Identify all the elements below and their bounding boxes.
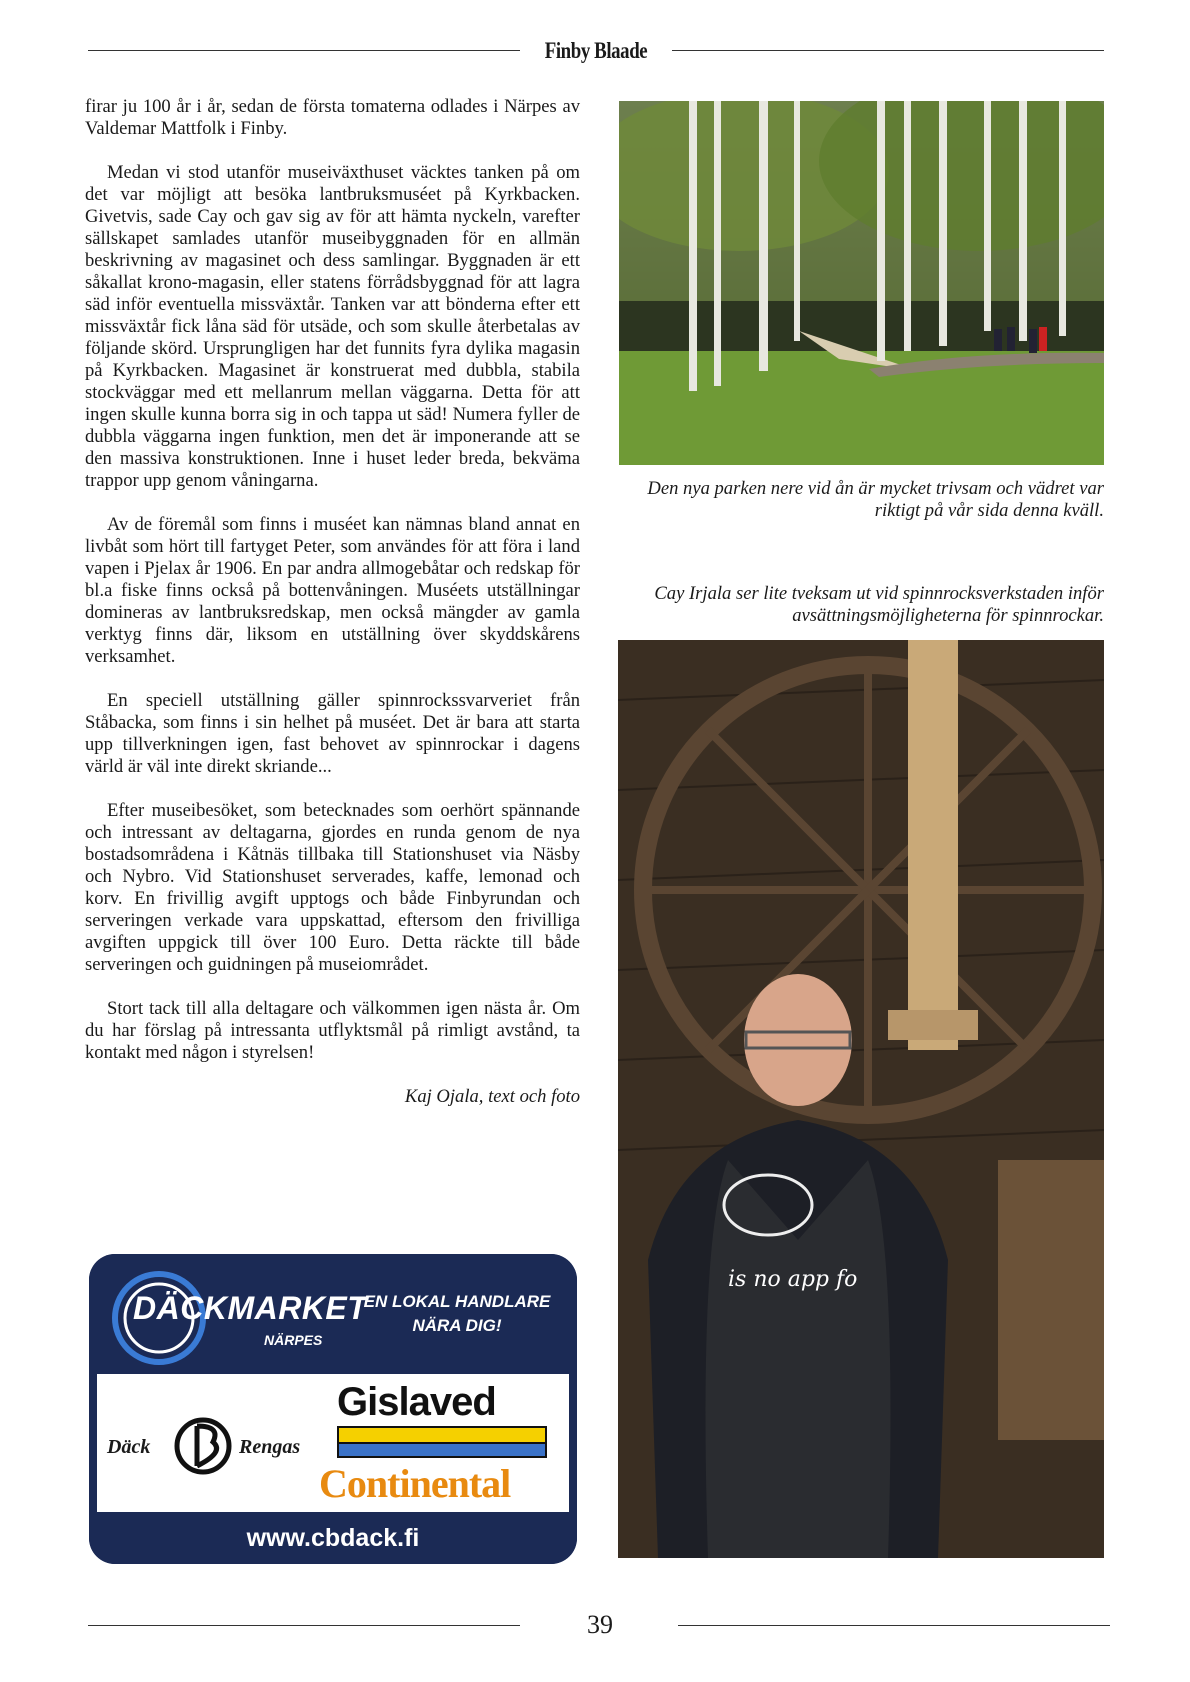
shirt-print: is no app fo <box>728 1267 858 1292</box>
dackmarket-ad[interactable] <box>89 1254 577 1564</box>
gislaved-stripe-blue <box>337 1444 547 1458</box>
paragraph-4: En speciell utställning gäller spinnrockssvarveriet från Ståbacka, som finns i sin helhet på muséet. Det är bara att starta upp tillverkningen igen, fast behovet av spinnrockar i dagens värld är väl inte direkt skriande... <box>85 690 580 777</box>
paragraph-5: Efter museibesöket, som betecknades som oerhört spännande och intressant av deltagarna, gjordes en runda genom de nya bostadsområdena i Kåtnäs tillbaka till Stationshuset via Näsby och Nybro. Vid Stationshuset serverades, kaffe, lemonad och korv. En frivillig avgift upptogs och både Finbyrundan och serveringen verkade vara uppskattad, eftersom den frivilliga avgiften uppgick till över 100 Euro. Detta räckte till både serveringen och guidningen på museiområdet. <box>85 800 580 975</box>
ad-slogan <box>357 1290 557 1338</box>
masthead-title: Finby Blaade <box>544 38 648 63</box>
park-photo-caption: Den nya parken nere vid ån är mycket trivsam och vädret var riktigt på vår sida denna kväll. <box>647 478 1104 521</box>
article-body <box>85 96 580 1130</box>
paragraph-3: Av de föremål som finns i muséet kan nämnas bland annat en livbåt som hört till fartyget Peter, som användes för att föra i land vapen i Pjelax år 1906. En par andra allmogebåtar och redskap för bl.a fiske finns också på bottenvåningen. Muséets utställningar domineras av lantbruksredskap, men också mängder av gamla verktyg finns där, liksom en utställning över skyddskårens verksamhet. <box>85 514 580 667</box>
ad-url[interactable]: www.cbdack.fi <box>89 1512 577 1564</box>
gislaved-stripe-yellow <box>337 1426 547 1444</box>
continental-logo: Continental <box>319 1461 511 1506</box>
footer-rule-right <box>678 1625 1110 1626</box>
cb-logo-left-text: Däck <box>107 1436 151 1458</box>
park-photo <box>619 101 1104 465</box>
header-rule-right <box>672 50 1104 51</box>
paragraph-2: Medan vi stod utanför museiväxthuset väcktes tanken på om det var möjligt att besöka lantbruksmuséet på Kyrkbacken. Givetvis, sade Cay och gav sig av för att hämta nyckeln, varefter sällskapet samlades utanför museibyggnaden för en allmän beskrivning av magasinet och dess samlingar. Byggnaden är ett såkallat krono-magasin, eller statens förrådsbyggnad för att lagra säd inför eventuella missväxtår. Tanken var att bönderna efter ett missväxtår fick låna säd för utsäde, och som skulle återbetalas av följande skörd. Ursprungligen har det funnits fyra dylika magasin på Kyrkbacken. Magasinet är konstruerat med dubbla, stabila stockväggar med ett mellanrum mellan väggarna. Detta för att ingen skulle kunna borra sig in och tappa ut säd! Numera fyller de dubbla väggarna ingen funktion, men det är imponerande att se den massiva konstruktionen. Inne i huset leder breda, bekväma trappor upp genom våningarna. <box>85 162 580 491</box>
ad-slogan-line-2: NÄRA DIG! <box>412 1316 502 1335</box>
paragraph-6: Stort tack till alla deltagare och välkommen igen nästa år. Om du har förslag på intressanta utflyktsmål på rimligt avstånd, ta kontakt med någon i styrelsen! <box>85 998 580 1063</box>
wheel-photo-caption: Cay Irjala ser lite tveksam ut vid spinnrocksverkstaden inför avsättningsmöjligheterna för spinnrockar. <box>654 583 1104 626</box>
byline: Kaj Ojala, text och foto <box>404 1086 580 1107</box>
ad-city: NÄRPES <box>264 1332 323 1348</box>
park-photo-illustration <box>619 101 1104 465</box>
footer-rule-left <box>88 1625 520 1626</box>
cb-monogram-icon <box>169 1412 239 1482</box>
header-rule-left <box>88 50 520 51</box>
ad-slogan-line-1: EN LOKAL HANDLARE <box>363 1292 551 1311</box>
wheel-photo <box>618 640 1104 1558</box>
paragraph-1: firar ju 100 år i år, sedan de första tomaterna odlades i Närpes av Valdemar Mattfolk i Finby. <box>85 96 580 139</box>
gislaved-logo <box>337 1382 547 1458</box>
cb-logo <box>107 1412 307 1472</box>
page-number: 39 <box>587 1610 613 1639</box>
ad-logos <box>97 1374 569 1512</box>
wheel-photo-illustration <box>618 640 1104 1558</box>
gislaved-wordmark: Gislaved <box>337 1380 496 1424</box>
ad-header <box>89 1254 577 1374</box>
ad-brand: DÄCKMARKET <box>133 1290 368 1326</box>
cb-logo-right-text: Rengas <box>239 1436 301 1458</box>
